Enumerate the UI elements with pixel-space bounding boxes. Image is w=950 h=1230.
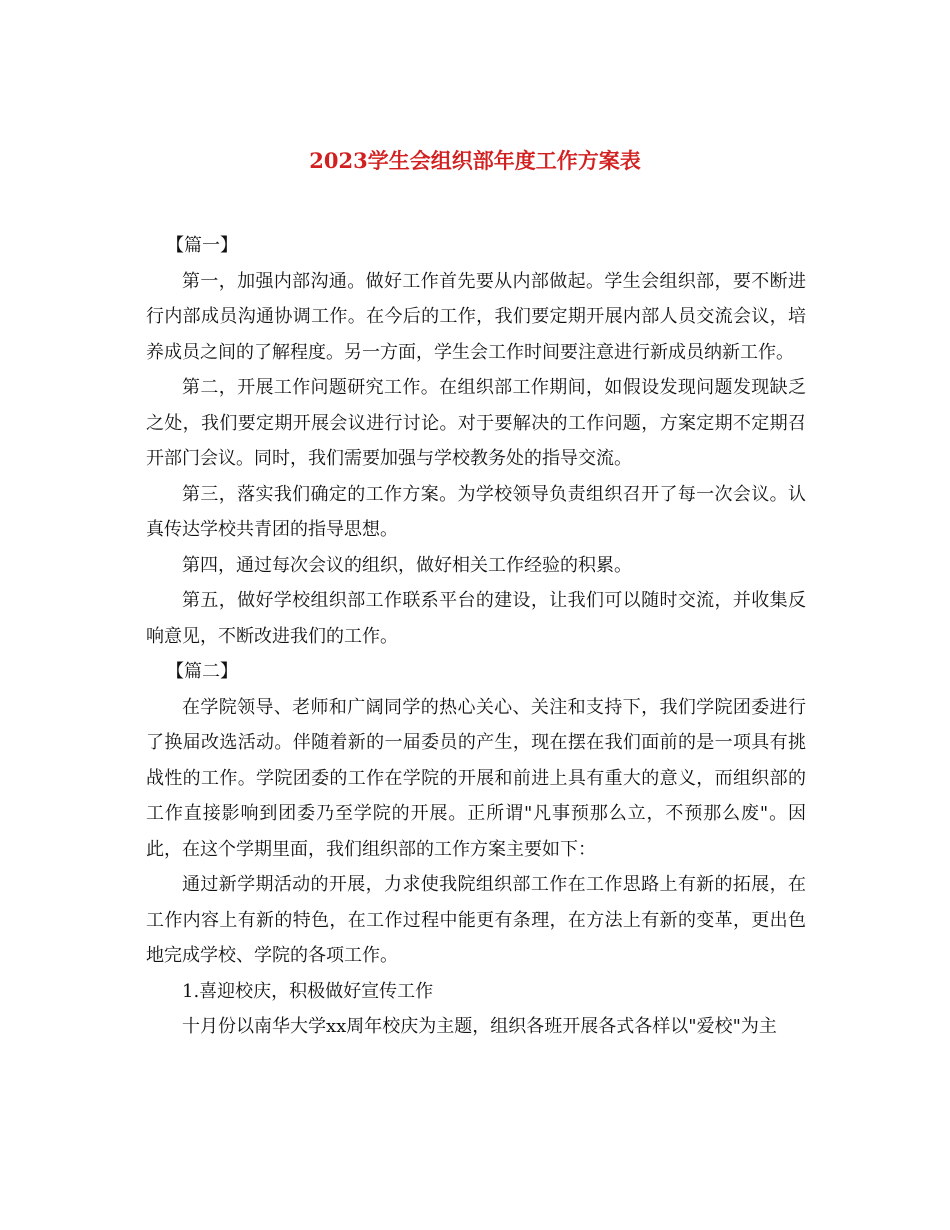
list-item-heading: 1.喜迎校庆，积极做好宣传工作 [182,980,434,1002]
section-heading: 【篇一】 [166,235,238,256]
paragraph: 第五，做好学校组织部工作联系平台的建设，让我们可以随时交流，并收集反响意见，不断改进我们的工作。 [146,590,806,647]
paragraph: 第四，通过每次会议的组织，做好相关工作经验的积累。 [182,554,632,576]
paragraph: 第一，加强内部沟通。做好工作首先要从内部做起。学生会组织部，要不断进行内部成员沟通协调工作。在今后的工作，我们要定期开展内部人员交流会议，培养成员之间的了解程度。另一方面，学生会工作时间要注意进行新成员纳新工作。 [146,270,806,363]
section-heading: 【篇二】 [166,661,238,682]
paragraph: 第二，开展工作问题研究工作。在组织部工作期间，如假设发现问题发现缺乏之处，我们要定期开展会议进行讨论。对于要解决的工作问题，方案定期不定期召开部门会议。同时，我们需要加强与学校教务处的指导交流。 [146,377,806,469]
paragraph: 十月份以南华大学xx周年校庆为主题，组织各班开展各式各样以"爱校"为主 [182,1016,777,1037]
paragraph: 通过新学期活动的开展，力求使我院组织部工作在工作思路上有新的拓展，在工作内容上有新的特色，在工作过程中能更有条理，在方法上有新的变革，更出色地完成学校、学院的各项工作。 [146,874,806,966]
paragraph: 在学院领导、老师和广阔同学的热心关心、关注和支持下，我们学院团委进行了换届改选活动。伴随着新的一届委员的产生，现在摆在我们面前的是一项具有挑战性的工作。学院团委的工作在学院的开展和前进上具有重大的意义，而组织部的工作直接影响到团委乃至学院的开展。正所谓"凡事预那么立，不预那么废"。因此，在这个学期里面，我们组织部的工作方案主要如下： [146,696,806,860]
document-title: 2023学生会组织部年度工作方案表 [309,148,641,173]
paragraph: 第三，落实我们确定的工作方案。为学校领导负责组织召开了每一次会议。认真传达学校共青团的指导思想。 [146,483,806,540]
document-body [146,228,806,1045]
